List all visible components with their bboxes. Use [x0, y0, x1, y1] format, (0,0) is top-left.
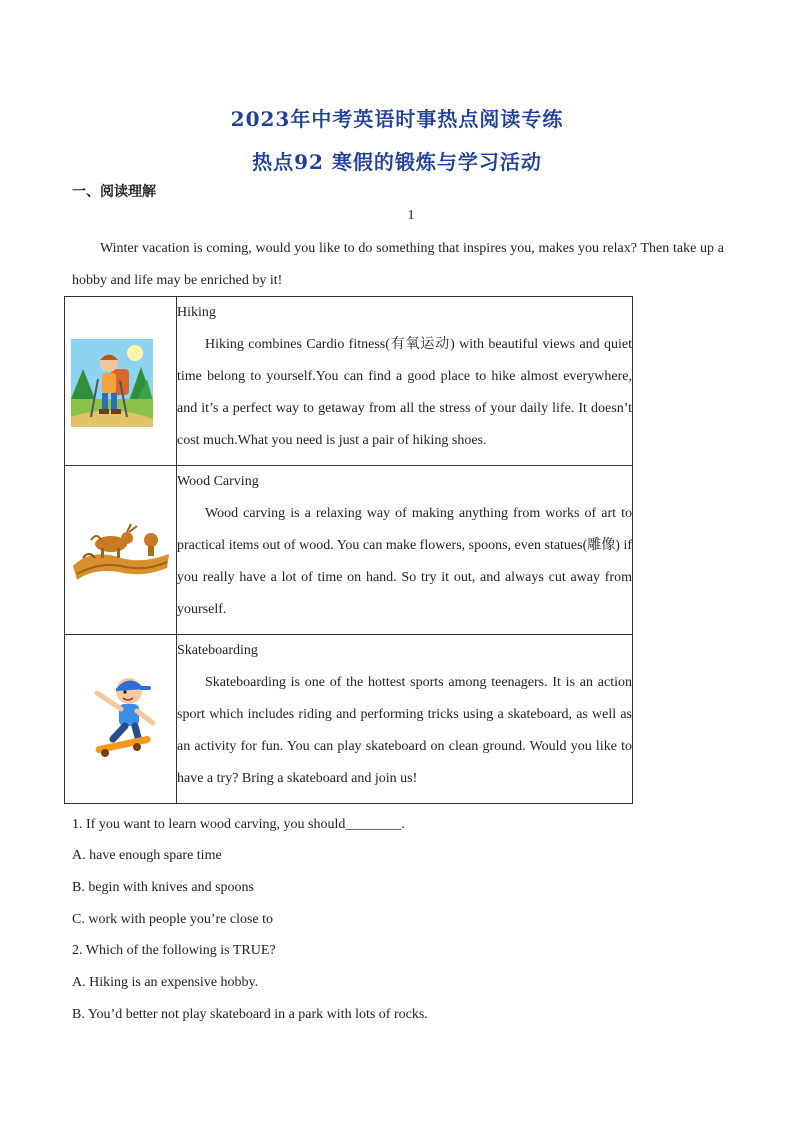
question-stem: 2. Which of the following is TRUE?	[72, 943, 276, 958]
table-row	[65, 635, 633, 804]
intro-paragraph: Winter vacation is coming, would you like to do something that inspires you, makes you relax? Then take up a hobby and life may be enriched by it!	[72, 241, 724, 288]
hobby-text-cell	[177, 635, 633, 804]
hobby-image-cell	[65, 635, 177, 804]
passage-number: 1	[407, 208, 415, 223]
section-heading: 一、阅读理解	[72, 184, 156, 200]
hiker-illustration	[71, 339, 153, 427]
question-option: A. have enough spare time	[72, 848, 222, 863]
page-title: 2023年中考英语时事热点阅读专练	[230, 107, 564, 131]
question-option: A. Hiking is an expensive hobby.	[72, 975, 259, 990]
question-stem: 1. If you want to learn wood carving, you should________.	[72, 817, 405, 832]
wood-carving-photo	[71, 518, 171, 586]
table-row	[65, 466, 633, 635]
hobby-image-cell	[65, 466, 177, 635]
hobby-description: Hiking combines Cardio fitness(有氧运动) with beautiful views and quiet time belong to yourself.You can find a good place to hike almost everywhere, and it’s a perfect way to getaway from all the stress of your daily life. It doesn’t cost much.What you need is just a pair of hiking shoes.	[177, 337, 632, 448]
skateboarder-illustration	[83, 671, 163, 763]
hobby-title: Skateboarding	[177, 643, 258, 658]
hobby-description: Skateboarding is one of the hottest sports among teenagers. It is an action sport which includes riding and performing tricks using a skateboard, as well as an activity for fun. You can play skateboard on clean ground. Would you like to have a try? Bring a skateboard and join us!	[177, 675, 632, 786]
question-option: B. You’d better not play skateboard in a park with lots of rocks.	[72, 1007, 428, 1022]
table-row	[65, 297, 633, 466]
question-option: C. work with people you’re close to	[72, 912, 274, 927]
hobby-table	[64, 296, 633, 804]
hobby-image-cell	[65, 297, 177, 466]
hobby-text-cell	[177, 297, 633, 466]
hobby-description: Wood carving is a relaxing way of making anything from works of art to practical items out of wood. You can make flowers, spoons, even statues(雕像) if you really have a lot of time on hand. So try it out, and always cut away from yourself.	[177, 506, 632, 617]
page-subtitle: 热点92 寒假的锻炼与学习活动	[252, 150, 542, 174]
question-option: B. begin with knives and spoons	[72, 880, 254, 895]
hobby-title: Hiking	[177, 305, 216, 320]
hobby-title: Wood Carving	[177, 474, 259, 489]
hobby-text-cell	[177, 466, 633, 635]
